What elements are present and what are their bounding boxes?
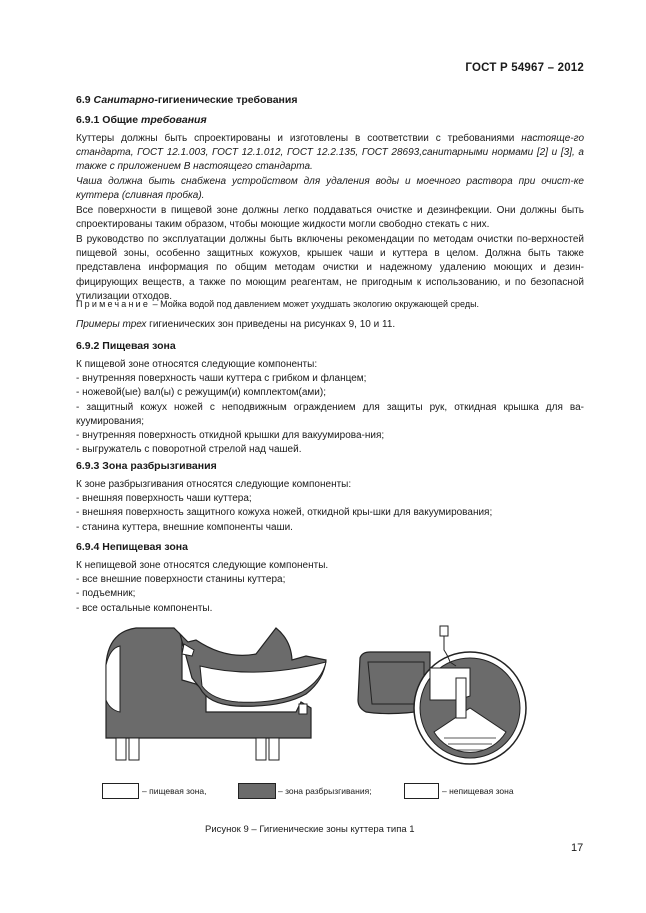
list-intro: К непищевой зоне относятся следующие компоненты. (76, 560, 329, 571)
section-6-9-2-heading: 6.9.2 Пищевая зона (76, 340, 176, 352)
figure-caption: Рисунок 9 – Гигиенические зоны куттера типа 1 (205, 824, 415, 835)
legend-label-food: – пищевая зона, (142, 786, 207, 796)
list-item: - защитный кожух ножей с неподвижным ограждением для защиты рук, откидная крышка для ва-куумирования; (76, 401, 584, 427)
leg (269, 738, 279, 760)
list-item: - подъемник; (76, 588, 136, 600)
leg (116, 738, 126, 760)
paragraph-requirements (76, 132, 584, 175)
list-item: - внешняя поверхность защитного кожуха ножей, откидной кры-шки для вакуумирования; (76, 507, 493, 519)
section-title-italic: Санитарно- (93, 94, 158, 106)
legend-label-non-food: – непищевая зона (442, 786, 514, 796)
shaft (456, 678, 466, 718)
cutter-side-view-drawing (96, 620, 346, 770)
paragraph-text-italic: Примеры трех (76, 319, 147, 330)
legend-swatch-splash (238, 783, 276, 799)
section-6-9-4-heading: 6.9.4 Непищевая зона (76, 541, 188, 553)
section-number: 6.9.1 (76, 114, 100, 126)
section-6-9-3-heading: 6.9.3 Зона разбрызгивания (76, 460, 217, 472)
non-food-zone-list (76, 559, 584, 616)
list-item: - внутренняя поверхность откидной крышки для вакуумирова-ния; (76, 430, 385, 442)
paragraph-text: Куттеры должны быть спроектированы и изготовлены в соответствии с требованиями (76, 133, 515, 144)
note-label: Примечание (76, 299, 151, 309)
paragraph-text-italic: настояще-го стандарта, ГОСТ 12.1.003, ГОСТ 12.1.012, ГОСТ 12.2.135, ГОСТ 28693,санитарными нормами [2] и [3], а также с приложением В настоящего стандарта. (76, 133, 584, 173)
paragraph-examples (76, 318, 584, 332)
paragraph-text: гигиенических зон приведены на рисунках 9, 10 и 11. (149, 319, 396, 330)
list-item: - внешняя поверхность чаши куттера; (76, 493, 252, 505)
note-text: – Мойка водой под давлением может ухудшать экологию окружающей среды. (152, 299, 480, 309)
paragraph-drain: Чаша должна быть снабжена устройством для удаления воды и моечного раствора при очист-ке куттера (сливная пробка). (76, 176, 584, 202)
list-item: - все внешние поверхности станины куттера; (76, 574, 286, 586)
cutter-front-view-drawing (352, 620, 532, 770)
paragraph-manual: В руководство по эксплуатации должны быть включены рекомендации по методам очистки по-верхностей пищевой зоны, особенно защитных кожухов, крышек чаши и куттера в целом. Должна быть также представлена информация по общим методам очистки и надежному удалению моющих и дезин-фицирующих веществ, а также по моющим реагентам, не пригодным к использованию, и по безопасной утилизации отходов. (76, 234, 584, 302)
food-zone-list (76, 358, 584, 457)
legend-swatch-food (102, 783, 139, 799)
section-6-9-1-heading (76, 114, 207, 126)
leg (129, 738, 139, 760)
section-title-rest: гигиенические требования (157, 94, 298, 106)
section-title-italic: требования (141, 114, 207, 126)
plug (440, 626, 448, 636)
page-number: 17 (571, 842, 584, 854)
leg (256, 738, 266, 760)
control-knob (299, 704, 307, 714)
splash-zone-list (76, 478, 584, 535)
legend-label-splash: – зона разбрызгивания; (278, 786, 372, 796)
paragraph-surfaces: Все поверхности в пищевой зоне должны легко поддаваться очистке и дезинфекции. Они должны быть спроектированы таким образом, чтобы моющие жидкости могли свободно стекать с них. (76, 205, 584, 231)
list-item: - выгружатель с поворотной стрелой над чашей. (76, 444, 302, 456)
list-intro: К зоне разбрызгивания относятся следующие компоненты: (76, 479, 352, 490)
list-item: - ножевой(ые) вал(ы) с режущим(и) комплектом(ами); (76, 387, 326, 399)
standard-number: ГОСТ Р 54967 – 2012 (465, 62, 584, 74)
section-title-plain: Общие (102, 114, 139, 126)
note (76, 298, 584, 311)
list-intro: К пищевой зоне относятся следующие компоненты: (76, 359, 318, 370)
list-item: - внутренняя поверхность чаши куттера с грибком и фланцем; (76, 373, 367, 385)
section-6-9-heading (76, 94, 297, 106)
section-number: 6.9 (76, 94, 91, 106)
list-item: - все остальные компоненты. (76, 602, 213, 614)
legend-swatch-non-food (404, 783, 439, 799)
list-item: - станина куттера, внешние компоненты чаши. (76, 521, 293, 533)
